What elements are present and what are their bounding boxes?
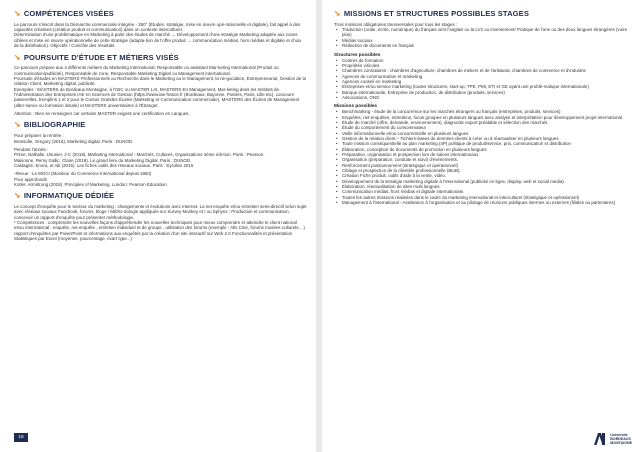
paragraph: Exemples : MASTERS de Bordeaux Montaigne, à l'ISIC ou MASTER LAI, MASTERS En Management, Mar-keting dans les Instituts de l'Administration des Entreprises IAE en Sciences de Gestion (https://www.iae-france.fr (Bordeaux, Bayonne, Poitiers, Paris, Lille etc), concours passerelles, tremplins 1 et 2 pour le Cursus Grandes Écoles (Marketing et Communication commerciale), MASTERS des Écoles de Management (alter-nance ou formation initiale) et MASTERS universitaires à l'Étranger. <box>14 86 300 108</box>
section-competences <box>14 10 307 49</box>
university-logo <box>593 432 632 446</box>
list-item: • Toute mission conséquentielle au plan marketing (4P) politique de produit/service, prix, communication et distribution <box>342 141 630 146</box>
list-item: • Centres de formation <box>342 58 630 63</box>
paragraph: Prime, Nathalie, Usunier, J-C (2018). Marketing international - Marchés, Cultures, Organisations 3ème édi-tion. Paris : Pearson. <box>14 152 265 158</box>
list-item: • Banque internationale, Entreprise de production, de distribution (produits, services) <box>342 90 630 95</box>
list-item: • Étude du comportement du consommateur <box>342 125 630 130</box>
paragraph: Poursuite d'études en MASTERS Professionnels ou Recherche dans le Marketing ou le Management, la né-gociation, Entrepreneuriat, Gestion de la relation Client, Marketing digital, publicité. <box>14 76 306 87</box>
list-item: • Gestion de la relation client – Fichiers-bases de données clients à créer ou à réactualiser en plusieurs langues <box>342 136 630 141</box>
list-item: • Renforcement positionnement (stratégique et opérationnel) <box>342 163 630 168</box>
list-item: • Entreprises et/ou service marketing (toutes structures, start-up, TPE, PMI, ETI et GE ayant une problé-matique internationale) <box>342 84 630 89</box>
logo-line: Université <box>610 433 628 437</box>
list-item: • Benchmarking - étude de la concurrence sur les marchés étrangers ou français (entreprises, produits, services) <box>342 109 630 114</box>
list-item: • Associations, ONG <box>342 95 630 100</box>
logo-icon <box>593 432 607 446</box>
list-item: • Étude de marché (offre, demande, environnement), diagnostic export préalable et sélection des marchés <box>342 120 630 125</box>
list-item: • Agences conseil en marketing <box>342 79 630 84</box>
paragraph: Bressolle, Gregory (2016). Marketing digital. Paris : DUNOD. <box>14 138 134 144</box>
intro-text: Trois missions obligatoires transversales pour tous les stages : <box>334 21 458 27</box>
list-item: • Chambres consulaires : chambres d'agriculture, chambres de métiers et de l'artisanat, chambres de commerce et d'industrie <box>342 68 630 73</box>
paragraph: * Compétences : comprendre les nouvelles façons d'appréhender les nouvelles techniques pour mieux comprendre et atteindre le client national et/ou international : enquête, net enquête , entretien individuel et de groupe , utilisation des forums (exemple : Allo Ciné, forums musées culturels... ) rapport d'enquêtes par PowerPoint et informations aux enquêtés par la création d'un site interactif sur Web 2.0 Fonctionnalités et présentation Statistiques par Excel (moyenne, pourcentage, écart type...) <box>14 220 305 242</box>
list-item: • Ciblage et prospection de la clientèle professionnelle (BtoB). <box>342 168 630 173</box>
arrow-icon: ➘ <box>14 191 21 201</box>
list-item: • Élaboration, conception de documents de promotion en plusieurs langues <box>342 147 630 152</box>
paragraph: -Revue : Le MOCI (Moniteur du Commerce International depuis 1883) <box>14 171 152 177</box>
paragraph: Détermination d'une problématique en Marketing à partir des études de marché → Développement d'une stratégie Marketing adaptée aux zones ciblées et mise en œuvre opérationnelle de cette stratégie (adapta-tion de l'offre produit → communication médias, hors médias et digitale et choix de la distribution). Objectifs / Contrôle des résultats. <box>14 32 302 49</box>
list-item: • Développement de la stratégie marketing digitale à l'international (publicité en ligne, display, web et social media). <box>342 179 630 184</box>
list-item: • Organisation (préparation, conduite et suivi) d'événements. <box>342 157 630 162</box>
section-bibliographie <box>14 121 307 187</box>
paragraph: Kotler, Armstrong (2018). Principles of Marketing. London: Pearson Education <box>14 181 167 187</box>
paragraph: Castagné, Enora, et Alii (2015). Les fiches outils des réseaux sociaux. Paris : Eyrolles 2015 <box>14 162 194 168</box>
section-title: ➘ BIBLIOGRAPHIE <box>14 120 86 130</box>
arrow-icon: ➘ <box>334 9 341 18</box>
list-item: • Préparation, organisation et prospection lors de salons internationaux <box>342 152 630 157</box>
paragraph: Attention : Bien se renseigner car certains MASTER exigent une certification en Langues. <box>14 111 190 117</box>
page-number: 16 <box>14 433 28 442</box>
left-page <box>0 0 316 452</box>
intro-list <box>334 27 630 48</box>
paragraph: Pour préparer la rentrée : <box>14 133 64 139</box>
list-item: • Veille informationnelle et/ou concurrentielle en plusieurs langues <box>342 131 630 136</box>
logo-line: MONTAIGNE <box>610 441 632 445</box>
list-item: • Communication médias, hors médias et digitale internationale. <box>342 189 630 194</box>
section-title: ➘ MISSIONS ET STRUCTURES POSSIBLES STAGES <box>334 9 530 18</box>
section-informatique <box>14 192 307 241</box>
missions-list <box>334 109 630 205</box>
arrow-icon: ➘ <box>14 52 21 62</box>
list-item: • Rédaction de documents en français <box>342 43 630 48</box>
list-item: • Élaboration, réactualisation de sites multi langues. <box>342 184 630 189</box>
list-item: • Création Fiche produit, outils d'aide à la vente, vidéo. <box>342 173 630 178</box>
list-item: • Enquêtes, net-enquêtes, entretiens, focus groupes en plusieurs langues avec analyse et interprétation pour développement projet international <box>342 115 630 120</box>
arrow-icon: ➘ <box>14 9 21 18</box>
section-title: ➘ INFORMATIQUE DÉDIÉE <box>14 191 115 201</box>
paragraph: Pour approfondir <box>14 176 48 182</box>
arrow-icon: ➘ <box>14 120 21 130</box>
paragraph: Le parcours s'inscrit dans la Démarche commerciale intégrée - 360° (Études, stratégie, mise en œuvre opé-rationnelle et digitale), fait appel à des capacités créatives (création produit et communication) dans un contexte interculturel. <box>14 21 301 33</box>
section-title: ➘ COMPÉTENCES VISÉES <box>14 9 114 18</box>
right-page <box>322 0 638 452</box>
paragraph: Ce parcours prépare aux 4 différents métiers du Marketing International: Responsable ou assistant Mar-keting International (Produit ou communication/publicité), Responsable de zone, Responsable Marketing Digital ou Management international. <box>14 65 279 76</box>
missions-heading: Missions possibles <box>334 103 377 109</box>
logo-line: BORDEAUX <box>610 437 631 441</box>
section-title: ➘ POURSUITE D'ÉTUDE ET MÉTIERS VISÉS <box>14 52 179 62</box>
list-item: • Agences de communication et marketing <box>342 74 630 79</box>
structures-list <box>334 58 630 101</box>
paragraph: Le concept d'enquête pour le secteur du marketing : changements et évolutions avec Internet. La net enquête et/ou entretien semi-directif selon sujet avec réseaux sociaux Facebook, forums, blogs / Métho-dologie appliquée sur Survey Monkey et / ou Sphynx ; Production et communication, concevoir un rapport d'enquête pour présenter méthodologie. <box>14 204 307 220</box>
list-item: • Toutes les autres missions réalisées dans le cadre du marketing international et interculturel (stratégique et opérationnel) <box>342 195 630 200</box>
paragraph: Pendant l'année : <box>14 146 49 152</box>
list-item: • Propriétés viticoles <box>342 63 630 68</box>
section-poursuite <box>14 54 307 117</box>
structures-heading: Structures possibles <box>334 51 381 57</box>
list-item: • Management à l'international - Assistance à l'organisation et au pilotage de réunions publiques internes ou externes (filiales ou partenaires) <box>342 200 630 205</box>
list-item: • Médias sociaux <box>342 38 630 43</box>
list-item: • Traduction (orale, écrite, numérique) du français vers l'anglais ou la LV2 ou inversement/ Pratique de l'une ou des deux langues étrangères (voire plus) <box>342 27 630 38</box>
paragraph: Maisonne, Remy Gallic, Claire (2018). Le grand livre du Marketing Digital. Paris : DUNOD. <box>14 157 192 163</box>
